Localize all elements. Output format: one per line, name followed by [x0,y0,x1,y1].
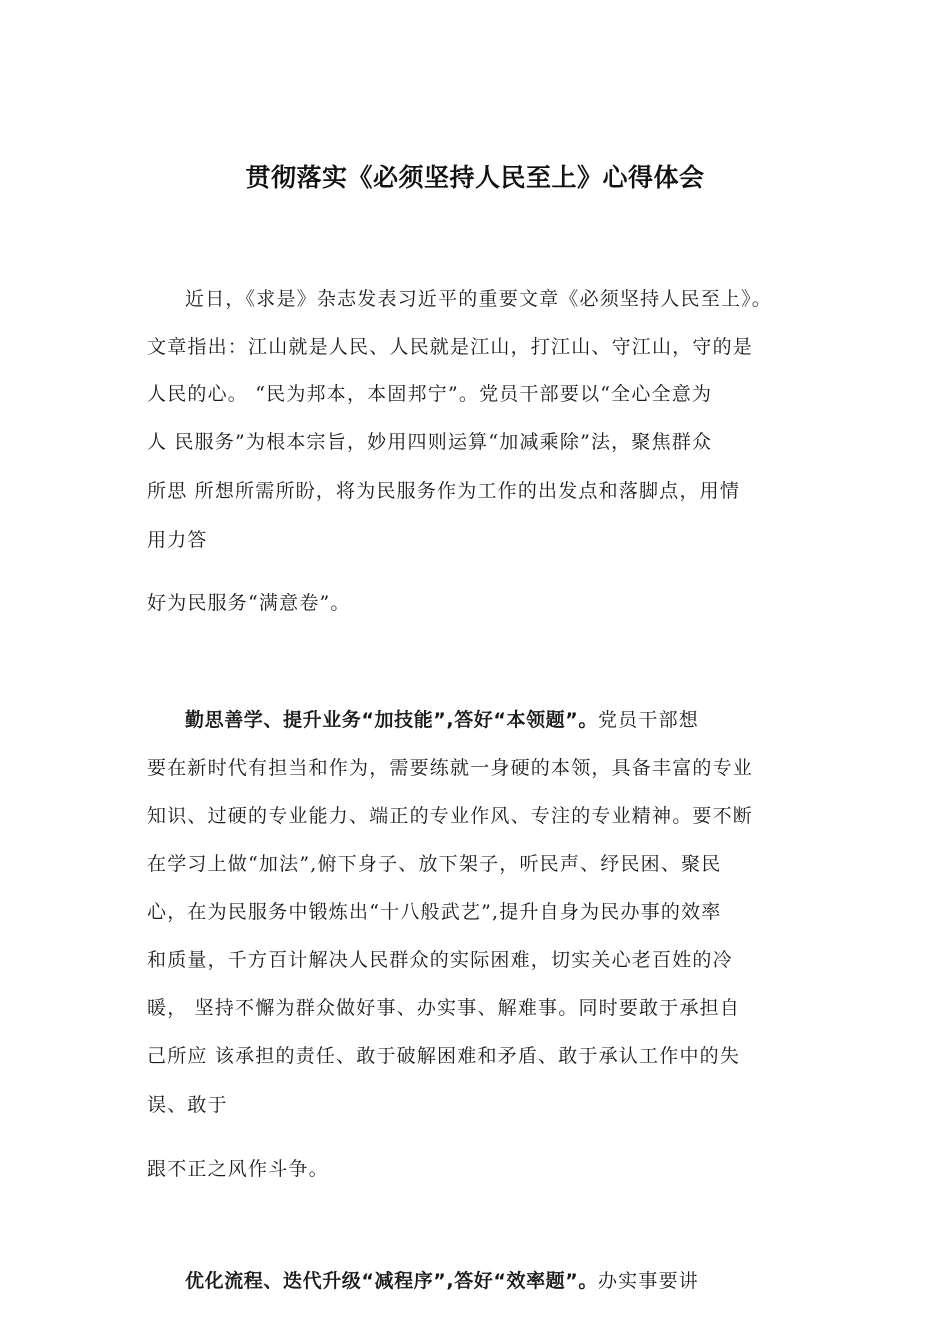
section1-line-8: 己所应 该承担的责任、敢于破解困难和矛盾、敢于承认工作中的失 [147,1045,741,1067]
section2-first-line-rest: 办实事要讲 [597,1270,699,1292]
intro-line-3: 人民的心。 “民为邦本，本固邦宁”。党员干部要以“全心全意为 [147,383,713,405]
section1-line-3: 知识、过硬的专业能力、端正的专业作风、专注的专业精神。要不断 [147,805,754,827]
intro-line-2: 文章指出：江山就是人民、人民就是江山，打江山、守江山，守的是 [147,336,754,358]
intro-line-7: 好为民服务“满意卷”。 [147,592,351,614]
section1-heading: 勤思善学、提升业务“加技能”,答好“本领题”。 [185,709,598,731]
intro-line-1: 近日，《求是》杂志发表习近平的重要文章《必须坚持人民至上》。 [185,288,773,310]
section1-line-4: 在学习上做“加法”,俯下身子、放下架子，听民声、纾民困、聚民 [147,853,722,875]
intro-line-6: 用力答 [147,529,208,551]
section1-line-9: 误、敢于 [147,1094,228,1116]
section2-first-line [185,1268,699,1294]
section1-line-6: 和质量，千方百计解决人民群众的实际困难，切实关心老百姓的冷 [147,949,733,971]
section1-first-line [185,707,699,733]
section2-heading: 优化流程、迭代升级“减程序”,答好“效率题”。 [185,1270,598,1292]
document-title: 贯彻落实《必须坚持人民至上》心得体会 [245,163,705,192]
section1-line-5: 心，在为民服务中锻炼出“十八般武艺”,提升自身为民办事的效率 [147,901,722,923]
intro-line-4: 人 民服务”为根本宗旨，妙用四则运算“加减乘除”法，聚焦群众 [147,431,713,453]
section1-first-line-rest: 党员干部想 [597,709,699,731]
section1-line-2: 要在新时代有担当和作为，需要练就一身硬的本领，具备丰富的专业 [147,757,754,779]
section1-line-7: 暖， 坚持不懈为群众做好事、办实事、解难事。同时要敢于承担自 [147,997,741,1019]
intro-line-5: 所思 所想所需所盼，将为民服务作为工作的出发点和落脚点，用情 [147,480,741,502]
section1-line-10: 跟不正之风作斗争。 [147,1158,329,1180]
